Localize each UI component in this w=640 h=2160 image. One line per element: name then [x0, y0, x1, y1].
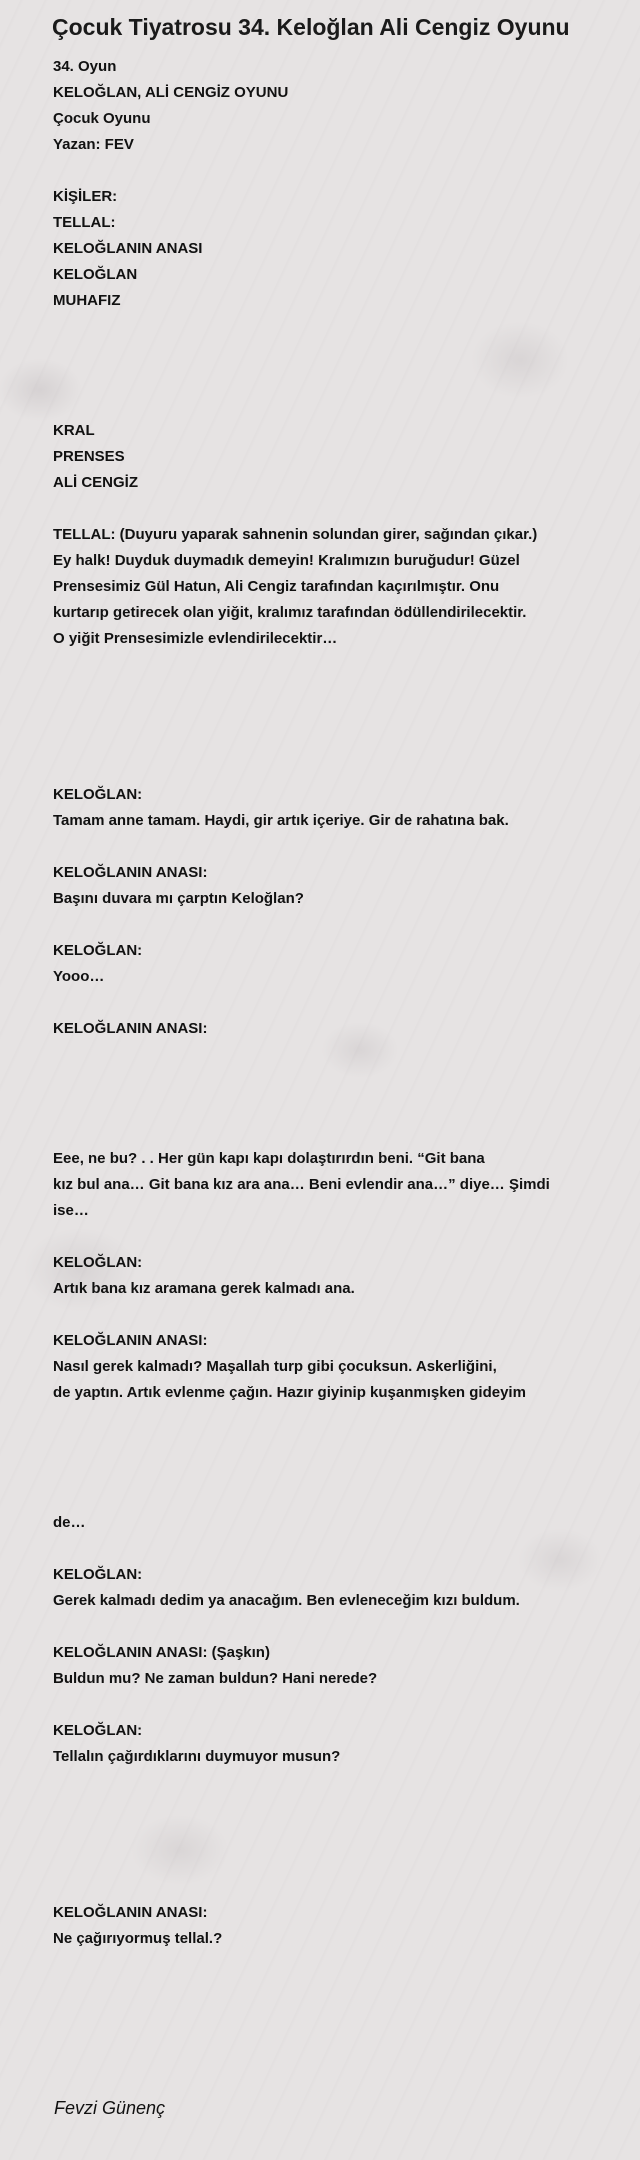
- poem-blank-line: [53, 704, 613, 730]
- poem-blank-line: [53, 1406, 613, 1432]
- poem-line: MUHAFIZ: [53, 292, 121, 309]
- poem-line: Yazan: FEV: [53, 136, 134, 153]
- poem-line: de yaptın. Artık evlenme çağın. Hazır giyinip kuşanmışken gideyim: [53, 1384, 526, 1401]
- poem-line: KELOĞLAN:: [53, 942, 143, 959]
- poem-line: kız bul ana… Git bana kız ara ana… Beni evlendir ana…” diye… Şimdi: [53, 1176, 550, 1193]
- poem-line: Buldun mu? Ne zaman buldun? Hani nerede?: [53, 1670, 378, 1687]
- poem-line: KİŞİLER:: [53, 188, 118, 205]
- poem-blank-line: [53, 1302, 613, 1328]
- poem-line: ALİ CENGİZ: [53, 474, 138, 491]
- poem-blank-line: [53, 392, 613, 418]
- poem-blank-line: [53, 756, 613, 782]
- poem-line: KELOĞLANIN ANASI:: [53, 1020, 208, 1037]
- poem-line: KELOĞLAN:: [53, 1566, 143, 1583]
- poem-line: KELOĞLAN:: [53, 1722, 143, 1739]
- poem-blank-line: [53, 314, 613, 340]
- poem-blank-line: [53, 496, 613, 522]
- poem-line: Çocuk Oyunu: [53, 110, 151, 127]
- poem-blank-line: [53, 158, 613, 184]
- poem-line: Tellalın çağırdıklarını duymuyor musun?: [53, 1748, 341, 1765]
- poem-line: KELOĞLANIN ANASI:: [53, 1904, 208, 1921]
- poem-line: KELOĞLAN: [53, 266, 138, 283]
- poem-blank-line: [53, 1094, 613, 1120]
- poem-line: Artık bana kız aramana gerek kalmadı ana.: [53, 1280, 355, 1297]
- poem-blank-line: [53, 730, 613, 756]
- poem-blank-line: [53, 1692, 613, 1718]
- poem-line: Eee, ne bu? . . Her gün kapı kapı dolaştırırdın beni. “Git bana: [53, 1150, 485, 1167]
- poem-blank-line: [53, 1042, 613, 1068]
- poem-line: Başını duvara mı çarptın Keloğlan?: [53, 890, 304, 907]
- author-name: Fevzi Günenç: [54, 2098, 166, 2118]
- poem-line: KELOĞLAN:: [53, 1254, 143, 1271]
- poem-body: [53, 54, 613, 1952]
- poem-blank-line: [53, 366, 613, 392]
- poem-line: KELOĞLANIN ANASI: [53, 240, 203, 257]
- poem-blank-line: [53, 1068, 613, 1094]
- poem-blank-line: [53, 1848, 613, 1874]
- poem-line: KELOĞLANIN ANASI:: [53, 864, 208, 881]
- poem-line: KELOĞLANIN ANASI:: [53, 1332, 208, 1349]
- poem-blank-line: [53, 1614, 613, 1640]
- poem-line: Yooo…: [53, 968, 105, 985]
- poem-line: O yiğit Prensesimizle evlendirilecektir…: [53, 630, 338, 647]
- poem-blank-line: [53, 1796, 613, 1822]
- poem-blank-line: [53, 678, 613, 704]
- poem-line: Tamam anne tamam. Haydi, gir artık içeriye. Gir de rahatına bak.: [53, 812, 509, 829]
- poem-blank-line: [53, 1432, 613, 1458]
- poem-line: Nasıl gerek kalmadı? Maşallah turp gibi çocuksun. Askerliğini,: [53, 1358, 497, 1375]
- poem-line: KELOĞLAN:: [53, 786, 143, 803]
- poem-line: de…: [53, 1514, 86, 1531]
- poem-blank-line: [53, 1874, 613, 1900]
- poem-line: KELOĞLANIN ANASI: (Şaşkın): [53, 1644, 270, 1661]
- poem-line: KELOĞLAN, ALİ CENGİZ OYUNU: [53, 84, 289, 101]
- poem-blank-line: [53, 1770, 613, 1796]
- poem-blank-line: [53, 990, 613, 1016]
- poem-line: TELLAL:: [53, 214, 116, 231]
- poem-line: Ey halk! Duyduk duymadık demeyin! Kralımızın buruğudur! Güzel: [53, 552, 520, 569]
- page-title: Çocuk Tiyatrosu 34. Keloğlan Ali Cengiz Oyunu: [52, 14, 570, 40]
- poem-line: TELLAL: (Duyuru yaparak sahnenin solundan girer, sağından çıkar.): [53, 526, 538, 543]
- poem-blank-line: [53, 834, 613, 860]
- poem-blank-line: [53, 652, 613, 678]
- poem-line: PRENSES: [53, 448, 125, 465]
- poem-blank-line: [53, 1224, 613, 1250]
- poem-blank-line: [53, 1458, 613, 1484]
- poem-line: kurtarıp getirecek olan yiğit, kralımız tarafından ödüllendirilecektir.: [53, 604, 527, 621]
- poem-line: Prensesimiz Gül Hatun, Ali Cengiz tarafından kaçırılmıştır. Onu: [53, 578, 500, 595]
- poem-blank-line: [53, 1120, 613, 1146]
- poem-blank-line: [53, 340, 613, 366]
- poem-blank-line: [53, 912, 613, 938]
- poem-line: 34. Oyun: [53, 58, 117, 75]
- poem-blank-line: [53, 1484, 613, 1510]
- poem-blank-line: [53, 1536, 613, 1562]
- poem-line: KRAL: [53, 422, 95, 439]
- poem-blank-line: [53, 1822, 613, 1848]
- poem-line: Gerek kalmadı dedim ya anacağım. Ben evleneceğim kızı buldum.: [53, 1592, 520, 1609]
- poem-line: Ne çağırıyormuş tellal.?: [53, 1930, 223, 1947]
- poem-line: ise…: [53, 1202, 89, 1219]
